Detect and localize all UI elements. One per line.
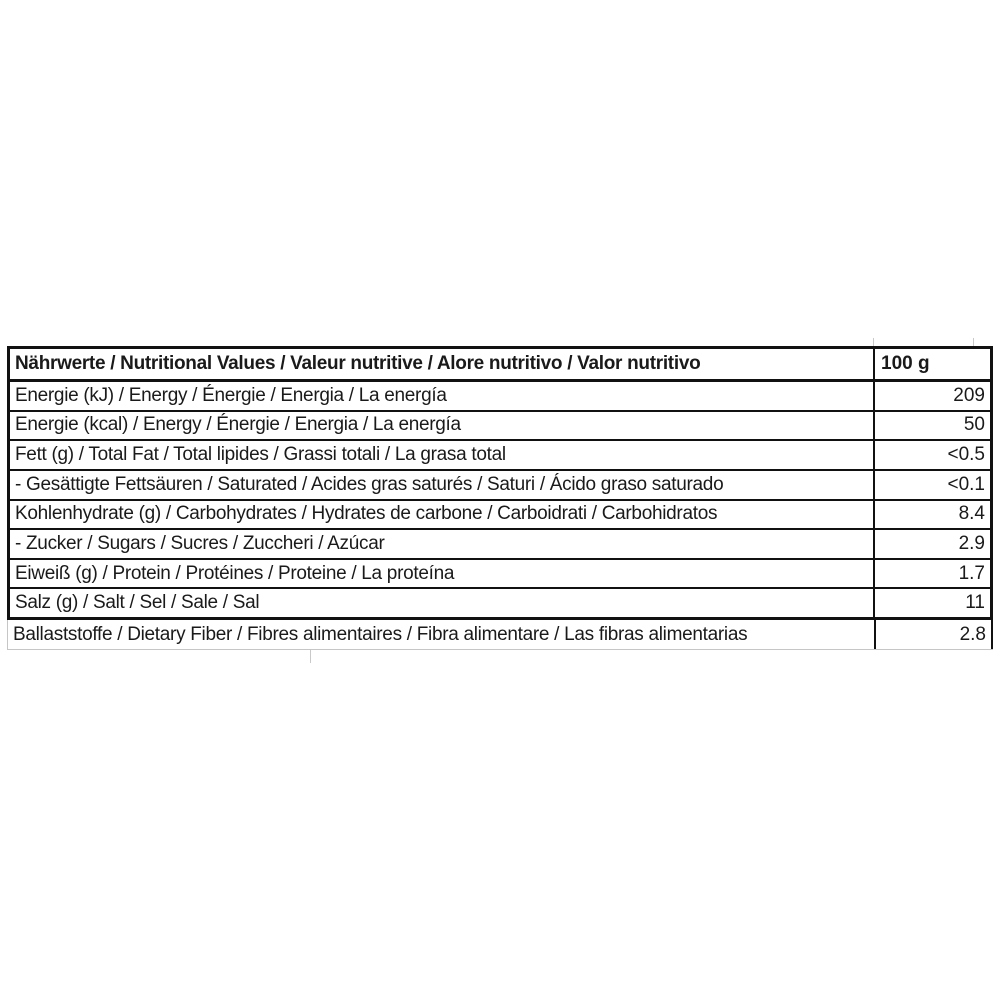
row-label: Fett (g) / Total Fat / Total lipides / Grassi totali / La grasa total xyxy=(15,444,506,466)
row-value: <0.5 xyxy=(873,441,990,469)
table-row-carbohydrates xyxy=(10,501,990,531)
row-label: Kohlenhydrate (g) / Carbohydrates / Hydrates de carbone / Carboidrati / Carbohidratos xyxy=(15,503,718,525)
nutrition-table xyxy=(7,346,993,620)
row-value: 2.9 xyxy=(873,530,990,558)
row-label: Salz (g) / Salt / Sel / Sale / Sal xyxy=(15,592,260,614)
row-label: Energie (kcal) / Energy / Énergie / Energia / La energía xyxy=(15,414,461,436)
row-label: Eiweiß (g) / Protein / Protéines / Proteine / La proteína xyxy=(15,562,455,584)
table-row-sugars xyxy=(10,530,990,560)
row-label: - Zucker / Sugars / Sucres / Zuccheri / Azúcar xyxy=(15,532,385,554)
row-label: Ballaststoffe / Dietary Fiber / Fibres alimentaires / Fibra alimentare / Las fibras alimentarias xyxy=(13,623,748,645)
table-row-saturated-fat xyxy=(10,471,990,501)
table-row-protein xyxy=(10,560,990,590)
gridline-stub xyxy=(873,338,874,346)
header-amount: 100 g xyxy=(873,349,990,379)
table-row-energy-kj xyxy=(10,382,990,412)
row-value: <0.1 xyxy=(873,471,990,499)
gridline-stub xyxy=(310,650,311,663)
row-label: Energie (kJ) / Energy / Énergie / Energia / La energía xyxy=(15,384,447,406)
header-label: Nährwerte / Nutritional Values / Valeur nutritive / Alore nutritivo / Valor nutritivo xyxy=(15,353,701,374)
row-value: 209 xyxy=(873,382,990,410)
row-value: 2.8 xyxy=(874,620,993,649)
table-row-salt xyxy=(10,589,990,617)
gridline-stub xyxy=(973,338,974,346)
table-row-energy-kcal xyxy=(10,412,990,442)
row-value: 8.4 xyxy=(873,501,990,529)
row-value: 50 xyxy=(873,412,990,440)
row-value: 1.7 xyxy=(873,560,990,588)
row-value: 11 xyxy=(873,589,990,617)
table-row-fat xyxy=(10,441,990,471)
table-header-row xyxy=(10,349,990,382)
row-label: - Gesättigte Fettsäuren / Saturated / Acides gras saturés / Saturi / Ácido graso saturado xyxy=(15,473,724,495)
table-row-dietary-fiber xyxy=(7,620,993,650)
